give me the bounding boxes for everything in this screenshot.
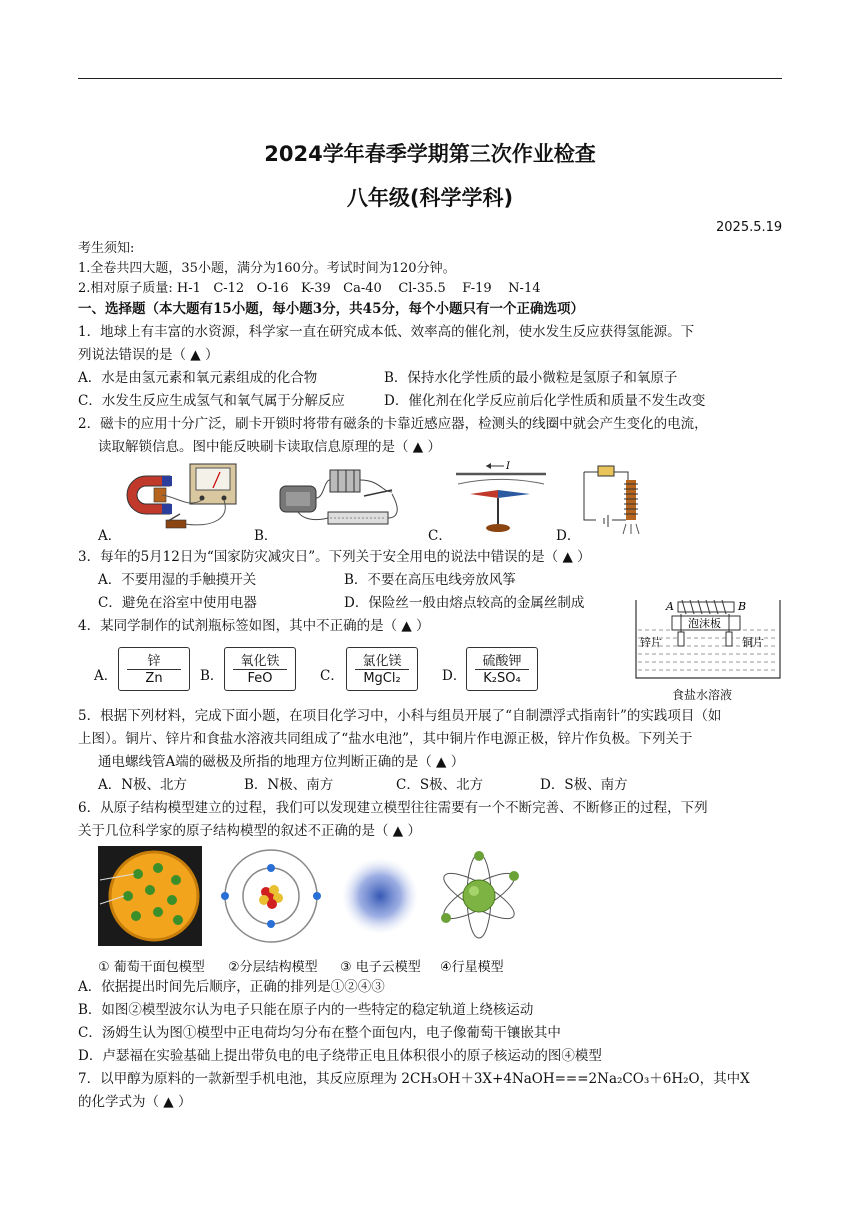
current-label: I — [506, 461, 510, 472]
foam-board-label: 泡沫板 — [688, 617, 721, 630]
notice-line-2: 2.相对原子质量: H-1 C-12 O-16 K-39 Ca-40 Cl-35.5 F-19 N-14 — [78, 281, 541, 296]
reagent-formula: FeO — [247, 671, 273, 686]
reagent-name: 氯化镁 — [362, 654, 402, 669]
q2-figure-c-oersted — [446, 460, 556, 540]
label-divider — [127, 669, 181, 670]
reagent-label-d — [466, 647, 538, 691]
q7-stem-line1: 7．以甲醇为原料的一款新型手机电池，其反应原理为 2CH₃OH＋3X+4NaOH===2Na₂CO₃＋6H₂O，其中X — [78, 1071, 750, 1087]
q2-figure-b-circuit — [272, 462, 412, 538]
bohr-shell-model-image — [216, 846, 326, 946]
q1-option-c: C．水发生反应生成氢气和氧气属于分解反应 — [78, 393, 345, 409]
q1-stem-line1: 1．地球上有丰富的水资源，科学家一直在研究成本低、效率高的催化剂，使水发生反应获得氢能源。下 — [78, 324, 695, 340]
label-divider — [475, 669, 529, 670]
reagent-formula: Zn — [145, 671, 163, 686]
q2-figure-a-generator — [118, 458, 248, 538]
atom-model-caption-2: ②分层结构模型 — [228, 960, 318, 975]
q6-option-b: B．如图②模型波尔认为电子只能在原子内的一些特定的稳定轨道上绕核运动 — [78, 1002, 534, 1018]
q6-stem-line2: 关于几位科学家的原子结构模型的叙述不正确的是（ ▲ ） — [78, 823, 421, 839]
reagent-name: 氧化铁 — [240, 654, 280, 669]
q5-stem-line1: 5．根据下列材料，完成下面小题，在项目化学习中，小科与组员开展了“自制漂浮式指南针”的实践项目（如 — [78, 708, 722, 724]
plum-pudding-model-image — [98, 846, 202, 946]
section-1-heading: 一、选择题（本大题有15小题，每小题3分，共45分，每个小题只有一个正确选项） — [78, 301, 584, 317]
q2-stem-line2: 读取解锁信息。图中能反映刷卡读取信息原理的是（ ▲ ） — [98, 439, 441, 455]
reagent-label-c — [346, 647, 418, 691]
q4-label-c: C． — [320, 668, 344, 684]
copper-plate-label: 铜片 — [742, 636, 764, 649]
electron-cloud-model-image — [340, 846, 420, 946]
q7-stem-line2: 的化学式为（ ▲ ） — [78, 1094, 192, 1110]
notice-line-1: 1.全卷共四大题，35小题，满分为160分。考试时间为120分钟。 — [78, 261, 456, 276]
q2-figure-d-electromagnet — [576, 462, 656, 540]
q5-option-d: D．S极、南方 — [540, 777, 628, 793]
reagent-formula: MgCl₂ — [363, 671, 401, 686]
q1-option-d: D．催化剂在化学反应前后化学性质和质量不发生改变 — [384, 393, 706, 409]
reagent-label-b — [224, 647, 296, 691]
page-subtitle: 八年级(科学学科) — [346, 186, 514, 210]
q5-option-b: B．N极、南方 — [244, 777, 334, 793]
reagent-name: 锌 — [147, 654, 161, 669]
q3-option-d: D．保险丝一般由熔点较高的金属丝制成 — [344, 595, 585, 611]
q6-option-c: C．汤姆生认为图①模型中正电荷均匀分布在整个面包内，电子像葡萄干镶嵌其中 — [78, 1025, 561, 1041]
q5-stem-line3: 通电螺线管A端的磁极及所指的地理方位判断正确的是（ ▲ ） — [98, 754, 465, 770]
q3-stem: 3．每年的5月12日为“国家防灾减灾日”。下列关于安全用电的说法中错误的是（ ▲ ） — [78, 549, 591, 565]
q4-label-d: D． — [442, 668, 467, 684]
q3-option-a: A．不要用湿的手触摸开关 — [98, 572, 257, 588]
q1-stem-line2: 列说法错误的是（ ▲ ） — [78, 347, 219, 363]
q6-option-d: D．卢瑟福在实验基础上提出带负电的电子绕带正电且体积很小的原子核运动的图④模型 — [78, 1048, 602, 1064]
q3-option-b: B．不要在高压电线旁放风筝 — [344, 572, 516, 588]
q5-option-a: A．N极、北方 — [98, 777, 188, 793]
q2-stem-line1: 2．磁卡的应用十分广泛，刷卡开锁时将带有磁条的卡靠近感应器，检测头的线圈中就会产生变化的电流， — [78, 416, 708, 432]
page-title: 2024学年春季学期第三次作业检查 — [264, 142, 596, 166]
q6-stem-line1: 6．从原子结构模型建立的过程，我们可以发现建立模型往往需要有一个不断完善、不断修正的过程，下列 — [78, 800, 708, 816]
atom-model-caption-4: ④行星模型 — [440, 960, 504, 975]
q4-stem: 4．某同学制作的试剂瓶标签如图，其中不正确的是（ ▲ ） — [78, 618, 430, 634]
planetary-model-image — [434, 846, 524, 946]
q2-label-b: B． — [254, 528, 278, 544]
q1-option-a: A．水是由氢元素和氧元素组成的化合物 — [78, 370, 318, 386]
atom-model-caption-1: ① 葡萄干面包模型 — [98, 960, 205, 975]
q2-label-d: D． — [556, 528, 581, 544]
q4-label-a: A． — [94, 668, 118, 684]
q6-option-a: A．依据提出时间先后顺序，正确的排列是①②④③ — [78, 979, 385, 995]
solenoid-end-a: A — [666, 600, 674, 613]
zinc-plate-label: 锌片 — [640, 636, 662, 649]
salt-solution-caption: 食盐水溶液 — [672, 688, 733, 702]
q1-option-b: B．保持水化学性质的最小微粒是氢原子和氧原子 — [384, 370, 678, 386]
q4-label-b: B． — [200, 668, 224, 684]
exam-date: 2025.5.19 — [716, 220, 783, 235]
solenoid-end-b: B — [738, 600, 747, 613]
reagent-name: 硫酸钾 — [482, 654, 522, 669]
q5-option-c: C．S极、北方 — [396, 777, 484, 793]
floating-compass-figure — [630, 586, 784, 682]
q5-stem-line2: 上图）。铜片、锌片和食盐水溶液共同组成了“盐水电池”，其中铜片作电源正极，锌片作负极。下列关于 — [78, 731, 693, 747]
label-divider — [233, 669, 287, 670]
q3-option-c: C．避免在浴室中使用电器 — [98, 595, 257, 611]
reagent-label-a — [118, 647, 190, 691]
q2-label-c: C． — [428, 528, 452, 544]
reagent-formula: K₂SO₄ — [483, 671, 521, 686]
header-rule — [78, 78, 782, 79]
notice-heading: 考生须知: — [78, 241, 135, 256]
q2-label-a: A． — [98, 528, 122, 544]
label-divider — [355, 669, 409, 670]
atom-model-caption-3: ③ 电子云模型 — [340, 960, 421, 975]
